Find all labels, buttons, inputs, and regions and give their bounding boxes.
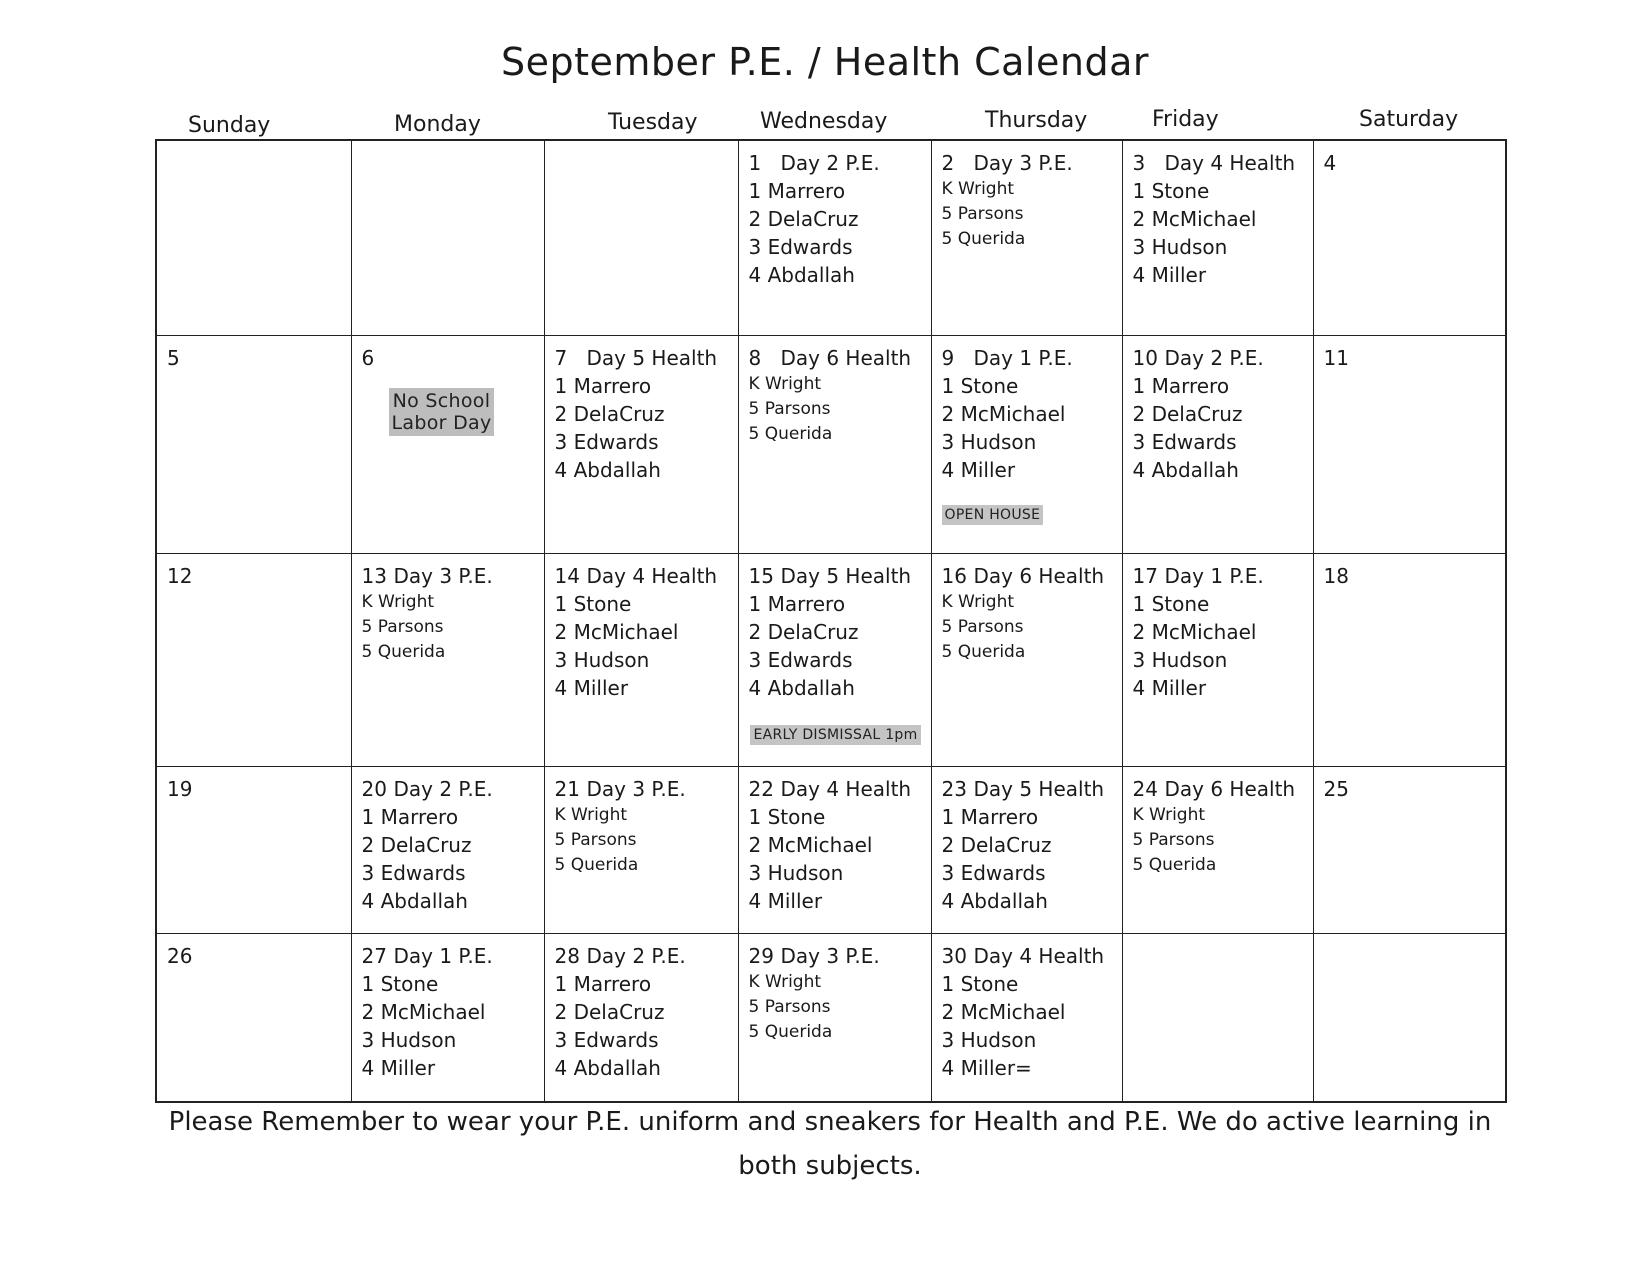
calendar-day-cell xyxy=(544,553,738,766)
class-entry: 3 Hudson xyxy=(361,1027,457,1052)
calendar-day-cell xyxy=(544,140,738,335)
calendar-day-cell xyxy=(351,766,544,933)
class-entry: 3 Edwards xyxy=(748,647,853,672)
day-number: 3 xyxy=(1132,151,1146,175)
class-entry: 2 McMichael xyxy=(361,999,486,1024)
day-header xyxy=(942,775,1114,803)
calendar-day-cell xyxy=(1313,335,1506,553)
calendar-day-cell xyxy=(156,933,351,1102)
day-number: 28 xyxy=(554,943,580,968)
event-text: No School xyxy=(392,389,491,412)
class-entry: 3 Edwards xyxy=(554,429,659,454)
class-entry: 4 Abdallah xyxy=(1132,457,1239,482)
class-entry: 5 Querida xyxy=(554,854,639,875)
day-number: 12 xyxy=(167,563,193,588)
class-entry: 2 DelaCruz xyxy=(748,207,859,231)
day-header xyxy=(1133,562,1305,590)
day-number: 7 xyxy=(554,345,568,370)
class-entry: 5 Parsons xyxy=(361,616,444,637)
class-entry: 1 Stone xyxy=(941,373,1019,398)
day-number: 20 xyxy=(361,776,387,801)
day-number: 13 xyxy=(361,563,387,588)
rotation-label: Day 5 Health xyxy=(780,563,912,588)
weekday-thursday: Thursday xyxy=(985,108,1088,133)
calendar-day-cell xyxy=(738,335,931,553)
rotation-label: Day 5 Health xyxy=(586,345,718,370)
rotation-label: Day 2 P.E. xyxy=(780,151,880,175)
day-header xyxy=(1133,775,1305,803)
rotation-label: Day 1 P.E. xyxy=(1164,563,1264,588)
day-header xyxy=(749,344,923,372)
calendar-day-cell xyxy=(1122,335,1313,553)
day-number: 2 xyxy=(941,151,955,175)
class-entry: 1 Marrero xyxy=(748,591,846,616)
class-entry: 2 DelaCruz xyxy=(748,619,859,644)
calendar-day-cell xyxy=(544,766,738,933)
class-entry: 2 McMichael xyxy=(1132,207,1257,231)
day-header xyxy=(362,942,536,970)
rotation-label: Day 4 Health xyxy=(973,943,1105,968)
day-header xyxy=(362,344,536,372)
rotation-label: Day 4 Health xyxy=(780,776,912,801)
event-stamp xyxy=(389,388,495,436)
page-title: September P.E. / Health Calendar xyxy=(501,40,1149,84)
calendar-day-cell xyxy=(1122,553,1313,766)
calendar-week xyxy=(156,553,1506,766)
class-entry: 4 Miller xyxy=(361,1055,436,1080)
class-entry: K Wright xyxy=(361,591,435,612)
weekday-wednesday: Wednesday xyxy=(760,109,888,134)
day-header xyxy=(1324,942,1498,970)
class-entry: 4 Abdallah xyxy=(554,1055,661,1080)
class-entry: 5 Querida xyxy=(1132,854,1217,875)
day-number: 18 xyxy=(1323,563,1349,588)
class-entry: K Wright xyxy=(748,971,822,992)
event-text: Labor Day xyxy=(391,411,492,434)
class-entry: 3 Edwards xyxy=(554,1027,659,1052)
day-number: 14 xyxy=(554,563,580,588)
class-entry: 1 Marrero xyxy=(1132,373,1230,398)
class-entry: K Wright xyxy=(748,373,822,394)
event-note xyxy=(749,718,923,746)
day-number: 22 xyxy=(748,776,774,801)
class-entry: 2 DelaCruz xyxy=(941,832,1052,857)
day-header xyxy=(1324,344,1498,372)
class-entry: K Wright xyxy=(1132,804,1206,825)
calendar-grid xyxy=(155,139,1507,1103)
class-entry: 4 Abdallah xyxy=(941,888,1048,913)
day-header xyxy=(167,344,343,372)
day-header xyxy=(749,775,923,803)
class-entry: 2 DelaCruz xyxy=(361,832,472,857)
class-entry: 3 Hudson xyxy=(941,1027,1037,1052)
day-number: 17 xyxy=(1132,563,1158,588)
day-header xyxy=(942,942,1114,970)
day-number: 4 xyxy=(1323,151,1337,175)
calendar-day-cell xyxy=(156,140,351,335)
class-entry: 3 Hudson xyxy=(748,860,844,885)
day-number: 6 xyxy=(361,345,375,370)
calendar-day-cell xyxy=(351,335,544,553)
calendar-week xyxy=(156,335,1506,553)
day-header xyxy=(555,149,730,177)
calendar-week xyxy=(156,140,1506,335)
rotation-label: Day 3 P.E. xyxy=(393,563,493,588)
rotation-label: Day 2 P.E. xyxy=(393,776,493,801)
day-number: 24 xyxy=(1132,776,1158,801)
calendar-day-cell xyxy=(1313,766,1506,933)
weekday-sunday: Sunday xyxy=(188,113,271,138)
class-entry: 5 Parsons xyxy=(748,398,831,419)
calendar-day-cell xyxy=(351,933,544,1102)
rotation-label: Day 6 Health xyxy=(973,563,1105,588)
calendar-week xyxy=(156,933,1506,1102)
rotation-label: Day 1 P.E. xyxy=(973,345,1073,370)
class-entry: 1 Stone xyxy=(1132,179,1210,203)
day-number: 30 xyxy=(941,943,967,968)
day-header xyxy=(362,562,536,590)
class-entry: K Wright xyxy=(941,179,1015,199)
day-number: 11 xyxy=(1323,345,1349,370)
day-header xyxy=(1324,562,1498,590)
class-entry: 2 DelaCruz xyxy=(554,999,665,1024)
class-entry: 4 Miller xyxy=(1132,675,1207,700)
calendar-day-cell xyxy=(1122,933,1313,1102)
day-header xyxy=(362,149,536,177)
class-entry: 1 Marrero xyxy=(748,179,846,203)
rotation-label: Day 6 Health xyxy=(1164,776,1296,801)
class-entry: 3 Hudson xyxy=(1132,235,1228,259)
class-entry: 2 McMichael xyxy=(748,832,873,857)
class-entry: 4 Miller xyxy=(554,675,629,700)
class-entry: 4 Abdallah xyxy=(361,888,468,913)
class-entry: 5 Querida xyxy=(748,1021,833,1042)
calendar-day-cell xyxy=(156,766,351,933)
footer-reminder: Please Remember to wear your P.E. uniform and sneakers for Health and P.E. We do active learning in both subjects. xyxy=(168,1107,1492,1181)
calendar-day-cell xyxy=(156,335,351,553)
calendar-day-cell xyxy=(931,553,1122,766)
day-header xyxy=(555,562,730,590)
event-stamp xyxy=(750,725,920,745)
rotation-label: Day 2 P.E. xyxy=(1164,345,1264,370)
event-stamp xyxy=(942,505,1044,525)
day-header xyxy=(167,775,343,803)
calendar-day-cell xyxy=(1122,140,1313,335)
day-number: 1 xyxy=(748,151,762,175)
class-entry: 3 Hudson xyxy=(554,647,650,672)
class-entry: K Wright xyxy=(941,591,1015,612)
day-number: 26 xyxy=(167,943,193,968)
day-header xyxy=(362,775,536,803)
weekday-tuesday: Tuesday xyxy=(608,110,698,135)
rotation-label: Day 4 Health xyxy=(586,563,718,588)
class-entry: 5 Querida xyxy=(748,423,833,444)
day-number: 9 xyxy=(941,345,955,370)
day-number: 5 xyxy=(167,345,180,370)
calendar-day-cell xyxy=(351,553,544,766)
class-entry: 2 McMichael xyxy=(941,401,1066,426)
day-header xyxy=(1133,149,1305,177)
class-entry: 5 Parsons xyxy=(941,616,1024,637)
calendar-day-cell xyxy=(931,140,1122,335)
day-header xyxy=(167,942,343,970)
class-entry: 5 Querida xyxy=(941,641,1026,662)
day-header xyxy=(167,562,343,590)
class-entry: 4 Miller= xyxy=(941,1055,1032,1080)
class-entry: 1 Marrero xyxy=(554,373,652,398)
weekday-saturday: Saturday xyxy=(1359,107,1459,132)
day-header xyxy=(749,562,923,590)
calendar-day-cell xyxy=(738,140,931,335)
class-entry: 5 Querida xyxy=(941,229,1026,249)
event-text: EARLY DISMISSAL 1pm xyxy=(753,726,918,743)
class-entry: 3 Edwards xyxy=(1132,429,1237,454)
event-note xyxy=(942,498,1114,526)
day-header xyxy=(1133,942,1305,970)
class-entry: 4 Miller xyxy=(1132,263,1207,287)
day-header xyxy=(942,149,1114,177)
day-number: 27 xyxy=(361,943,387,968)
rotation-label: Day 1 P.E. xyxy=(393,943,493,968)
class-entry: 2 DelaCruz xyxy=(554,401,665,426)
calendar-day-cell xyxy=(931,933,1122,1102)
day-number: 10 xyxy=(1132,345,1158,370)
rotation-label: Day 2 P.E. xyxy=(586,943,686,968)
class-entry: 4 Miller xyxy=(748,888,823,913)
class-entry: 3 Hudson xyxy=(1132,647,1228,672)
day-header xyxy=(942,562,1114,590)
calendar-day-cell xyxy=(544,933,738,1102)
class-entry: 3 Edwards xyxy=(748,235,853,259)
class-entry: 1 Stone xyxy=(941,971,1019,996)
day-number: 29 xyxy=(748,943,774,968)
class-entry: 1 Marrero xyxy=(554,971,652,996)
calendar-day-cell xyxy=(1313,140,1506,335)
day-header xyxy=(1324,775,1498,803)
day-number: 8 xyxy=(748,345,762,370)
calendar-day-cell xyxy=(738,553,931,766)
class-entry: 5 Parsons xyxy=(748,996,831,1017)
day-header xyxy=(1324,149,1498,177)
calendar-day-cell xyxy=(1313,553,1506,766)
calendar-day-cell xyxy=(156,553,351,766)
day-header xyxy=(555,775,730,803)
class-entry: 2 McMichael xyxy=(941,999,1066,1024)
weekday-friday: Friday xyxy=(1152,107,1219,132)
day-number: 23 xyxy=(941,776,967,801)
class-entry: 5 Querida xyxy=(361,641,446,662)
day-number: 25 xyxy=(1323,776,1349,801)
class-entry: K Wright xyxy=(554,804,628,825)
day-header xyxy=(749,942,923,970)
weekday-monday: Monday xyxy=(394,112,481,137)
class-entry: 5 Parsons xyxy=(554,829,637,850)
class-entry: 3 Edwards xyxy=(361,860,466,885)
class-entry: 2 DelaCruz xyxy=(1132,401,1243,426)
class-entry: 3 Hudson xyxy=(941,429,1037,454)
day-number: 21 xyxy=(554,776,580,801)
day-header xyxy=(749,149,923,177)
class-entry: 1 Stone xyxy=(554,591,632,616)
calendar-day-cell xyxy=(738,933,931,1102)
calendar-day-cell xyxy=(931,335,1122,553)
calendar-day-cell xyxy=(351,140,544,335)
rotation-label: Day 6 Health xyxy=(780,345,912,370)
class-entry: 5 Parsons xyxy=(941,204,1024,224)
class-entry: 4 Miller xyxy=(941,457,1016,482)
class-entry: 5 Parsons xyxy=(1132,829,1215,850)
day-header xyxy=(1133,344,1305,372)
class-entry: 1 Marrero xyxy=(941,804,1039,829)
class-entry: 1 Stone xyxy=(361,971,439,996)
calendar-week xyxy=(156,766,1506,933)
rotation-label: Day 3 P.E. xyxy=(973,151,1073,175)
calendar-day-cell xyxy=(1313,933,1506,1102)
class-entry: 1 Stone xyxy=(748,804,826,829)
class-entry: 4 Abdallah xyxy=(554,457,661,482)
class-entry: 2 McMichael xyxy=(554,619,679,644)
calendar-day-cell xyxy=(738,766,931,933)
calendar-day-cell xyxy=(1122,766,1313,933)
day-header xyxy=(167,149,343,177)
class-entry: 1 Stone xyxy=(1132,591,1210,616)
class-entry: 3 Edwards xyxy=(941,860,1046,885)
rotation-label: Day 3 P.E. xyxy=(586,776,686,801)
day-number: 16 xyxy=(941,563,967,588)
calendar-day-cell xyxy=(931,766,1122,933)
rotation-label: Day 4 Health xyxy=(1164,151,1296,175)
event-text: OPEN HOUSE xyxy=(944,506,1041,523)
rotation-label: Day 3 P.E. xyxy=(780,943,880,968)
day-header xyxy=(555,344,730,372)
day-number: 15 xyxy=(748,563,774,588)
class-entry: 4 Abdallah xyxy=(748,675,855,700)
class-entry: 1 Marrero xyxy=(361,804,459,829)
event-note xyxy=(362,388,536,436)
day-header xyxy=(942,344,1114,372)
rotation-label: Day 5 Health xyxy=(973,776,1105,801)
class-entry: 4 Abdallah xyxy=(748,263,855,287)
day-number: 19 xyxy=(167,776,193,801)
class-entry: 2 McMichael xyxy=(1132,619,1257,644)
day-header xyxy=(555,942,730,970)
calendar-day-cell xyxy=(544,335,738,553)
